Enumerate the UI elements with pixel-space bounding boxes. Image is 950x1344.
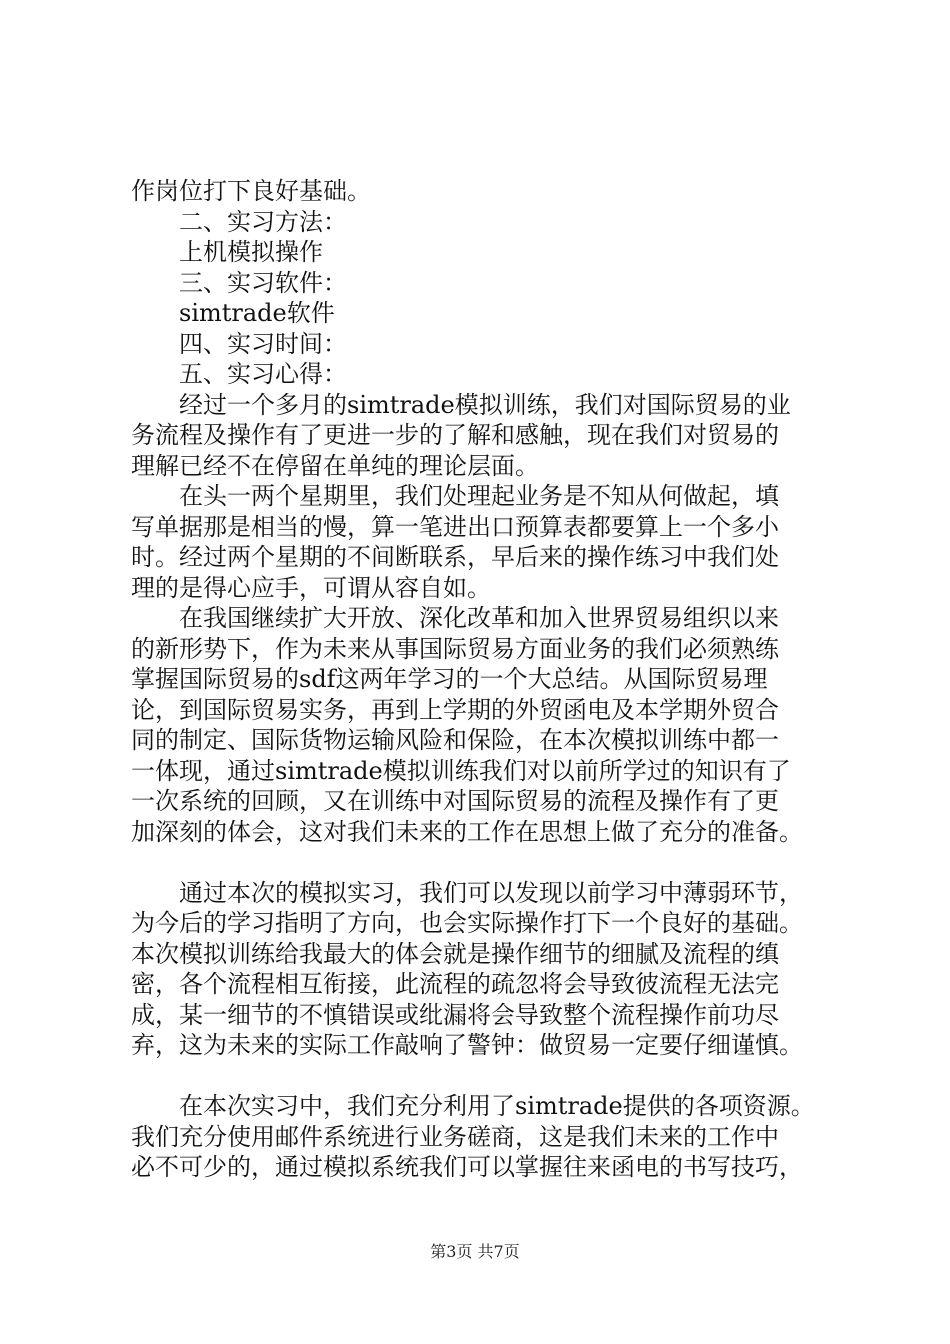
text-line: 作岗位打下良好基础。 — [131, 177, 371, 205]
text-line: 掌握国际贸易的sdf这两年学习的一个大总结。从国际贸易理 — [131, 665, 768, 693]
text-line: 弃，这为未来的实际工作敲响了警钟：做贸易一定要仔细谨慎。 — [131, 1031, 803, 1059]
text-line: 同的制定、国际货物运输风险和保险，在本次模拟训练中都一 — [131, 726, 779, 754]
text-line: 在我国继续扩大开放、深化改革和加入世界贸易组织以来 — [179, 604, 779, 632]
text-line: 在本次实习中，我们充分利用了simtrade提供的各项资源。 — [179, 1092, 815, 1120]
text-line: 经过一个多月的simtrade模拟训练，我们对国际贸易的业 — [179, 390, 791, 419]
text-line: 论，到国际贸易实务，再到上学期的外贸函电及本学期外贸合 — [131, 695, 779, 724]
page-footer: 第3页 共7页 — [430, 1242, 520, 1261]
text-line: 理解已经不在停留在单纯的理论层面。 — [131, 451, 539, 480]
text-line: 加深刻的体会，这对我们未来的工作在思想上做了充分的准备。 — [131, 817, 803, 846]
text-line: 密，各个流程相互衔接，此流程的疏忽将会导致彼流程无法完 — [131, 970, 779, 998]
text-line: 一体现，通过simtrade模拟训练我们对以前所学过的知识有了 — [131, 756, 791, 785]
text-line: 我们充分使用邮件系统进行业务磋商，这是我们未来的工作中 — [131, 1122, 779, 1151]
text-line: 必不可少的，通过模拟系统我们可以掌握往来函电的书写技巧， — [131, 1153, 803, 1181]
text-line: 理的是得心应手，可谓从容自如。 — [131, 573, 491, 602]
paragraph-gap — [131, 847, 851, 878]
text-line: 本次模拟训练给我最大的体会就是操作细节的细腻及流程的缜 — [131, 939, 779, 968]
text-line: 务流程及操作有了更进一步的了解和感触，现在我们对贸易的 — [131, 421, 779, 449]
text-line: 一次系统的回顾，又在训练中对国际贸易的流程及操作有了更 — [131, 787, 779, 815]
text-line: 时。经过两个星期的不间断联系，早后来的操作练习中我们处 — [131, 543, 779, 571]
text-line: 二、实习方法： — [179, 207, 347, 236]
text-line: 成，某一细节的不慎错误或纰漏将会导致整个流程操作前功尽 — [131, 1000, 779, 1029]
text-line: 在头一两个星期里，我们处理起业务是不知从何做起，填 — [179, 482, 779, 510]
text-line: 的新形势下，作为未来从事国际贸易方面业务的我们必须熟练 — [131, 634, 779, 663]
document-body — [131, 176, 851, 1183]
text-line: 三、实习软件： — [179, 268, 347, 297]
text-line: 五、实习心得： — [179, 360, 347, 388]
text-line: 写单据那是相当的慢，算一笔进出口预算表都要算上一个多小 — [131, 512, 779, 541]
text-line: 为今后的学习指明了方向，也会实际操作打下一个良好的基础。 — [131, 909, 803, 937]
paragraph-gap — [131, 1061, 851, 1092]
text-line: 四、实习时间： — [179, 329, 347, 358]
text-line: 上机模拟操作 — [179, 238, 323, 266]
text-line: 通过本次的模拟实习，我们可以发现以前学习中薄弱环节， — [179, 878, 803, 907]
text-line: simtrade软件 — [179, 299, 335, 327]
